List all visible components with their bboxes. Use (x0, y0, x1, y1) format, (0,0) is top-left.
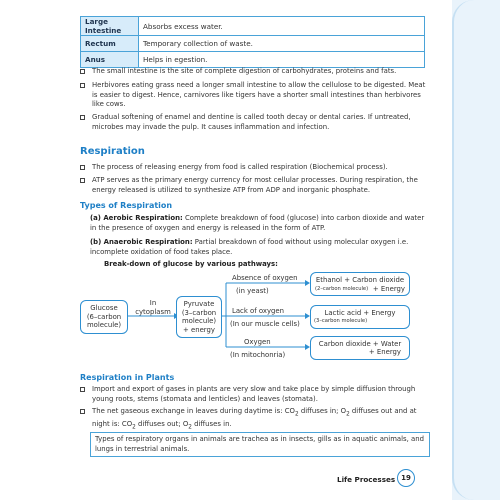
aerobic-text: Complete breakdown of food (glucose) into carbon dioxide and water in the presence of oxygen and energy is released in the form of ATP. (90, 214, 425, 232)
glucose-label: (6–carbon (86, 312, 122, 321)
ethanol-label: Ethanol + Carbon dioxide (315, 276, 405, 284)
lactic-label: Lactic acid + Energy (324, 308, 396, 317)
bullet-text: Import and export of gases in plants are very slow and take place by simple diffusion through young roots, stems (stomata and lenticles) and leaves (stomata). (92, 385, 416, 403)
bullet-text (92, 407, 417, 431)
energy-label: + Energy (372, 284, 405, 293)
muscle-cells-label: (In our muscle cells) (230, 320, 300, 328)
text-part: diffuses in. (191, 419, 232, 428)
table-cell-function: Helps in egestion. (139, 52, 425, 68)
energy-label: + Energy (368, 348, 401, 356)
co2-water-label: Carbon dioxide + Water (318, 339, 402, 348)
table-cell-function: Absorbs excess water. (139, 17, 425, 36)
three-carbon-label: (3–carbon molecule) (314, 318, 368, 324)
label-line: In (149, 299, 157, 307)
text-part: diffuses out and at night is: CO (92, 407, 417, 428)
aerobic-label: (a) Aerobic Respiration: (90, 214, 183, 222)
page-number: 19 (397, 469, 415, 487)
text-part: diffuses out; O (135, 419, 189, 428)
bullet-text: Gradual softening of enamel and dentine is called tooth decay or dental caries. If untreated, microbes may invade the pulp. It causes inflammation and infection. (92, 113, 411, 131)
bullet-text: Herbivores eating grass need a longer small intestine to allow the cellulose to be digested. Meat is easier to digest. Hence, carnivores like tigers have a shorter small intestines than herbivores like cows. (92, 81, 426, 109)
bullet-text: The small intestine is the site of complete digestion of carbohydrates, proteins and fats. (92, 67, 397, 75)
subscript: 2 (294, 411, 299, 418)
ethanol-box (310, 272, 410, 296)
footer-chapter-title: Life Processes (337, 475, 396, 484)
pyruvate-label: (3–carbon (181, 308, 217, 317)
text-part: The net gaseous exchange in leaves during daytime is: CO (92, 407, 295, 415)
oxygen-label: Oxygen (244, 338, 271, 346)
subscript: 2 (346, 411, 350, 418)
note-box: Types of respiratory organs in animals are trachea as in insects, gills as in aquatic animals, and lungs in terrestrial animals. (90, 432, 430, 457)
in-cytoplasm-label (134, 299, 172, 316)
label-line: cytoplasm (135, 307, 171, 316)
in-yeast-label: (in yeast) (236, 287, 269, 295)
subheading-types-of-respiration: Types of Respiration (80, 201, 173, 210)
absence-oxygen-label: Absence of oxygen (232, 274, 298, 282)
lack-oxygen-label: Lack of oxygen (232, 307, 285, 315)
two-carbon-label: (2–carbon molecule) (315, 285, 369, 292)
glucose-label: molecule) (86, 321, 122, 330)
pyruvate-label: Pyruvate (183, 300, 215, 308)
pyruvate-box (176, 296, 222, 338)
co2-water-box (310, 336, 410, 360)
table-cell-function: Temporary collection of waste. (139, 36, 425, 52)
bullet-text: ATP serves as the primary energy currency for most cellular processes. During respiration, the energy released is utilized to synthesize ATP from ADP and inorganic phosphate. (92, 176, 418, 194)
breakdown-title: Break-down of glucose by various pathways: (104, 260, 278, 268)
mitochondria-label: (In mitochonria) (230, 351, 286, 359)
table-cell-organ: Anus (81, 52, 139, 68)
anaerobic-label: (b) Anaerobic Respiration: (90, 238, 193, 246)
table-cell-organ: Large Intestine (81, 17, 139, 36)
bullet-text: The process of releasing energy from food is called respiration (Biochemical process). (92, 163, 388, 171)
pyruvate-label: + energy (183, 325, 215, 334)
subscript: 2 (188, 424, 192, 431)
lactic-acid-box (310, 305, 410, 329)
glucose-label: Glucose (90, 304, 118, 313)
table-cell-organ: Rectum (81, 36, 139, 52)
text-part: diffuses in; O (298, 407, 347, 415)
anaerobic-text: Partial breakdown of food without using molecular oxygen i.e. incomplete oxidation of food takes place. (90, 238, 409, 256)
glucose-box (80, 300, 128, 334)
bullet-item (80, 407, 430, 433)
section-heading-respiration: Respiration (80, 146, 145, 157)
pyruvate-label: molecule) (181, 317, 217, 325)
subscript: 2 (132, 424, 136, 431)
subheading-respiration-in-plants: Respiration in Plants (80, 373, 175, 382)
bullet-item (80, 385, 430, 404)
